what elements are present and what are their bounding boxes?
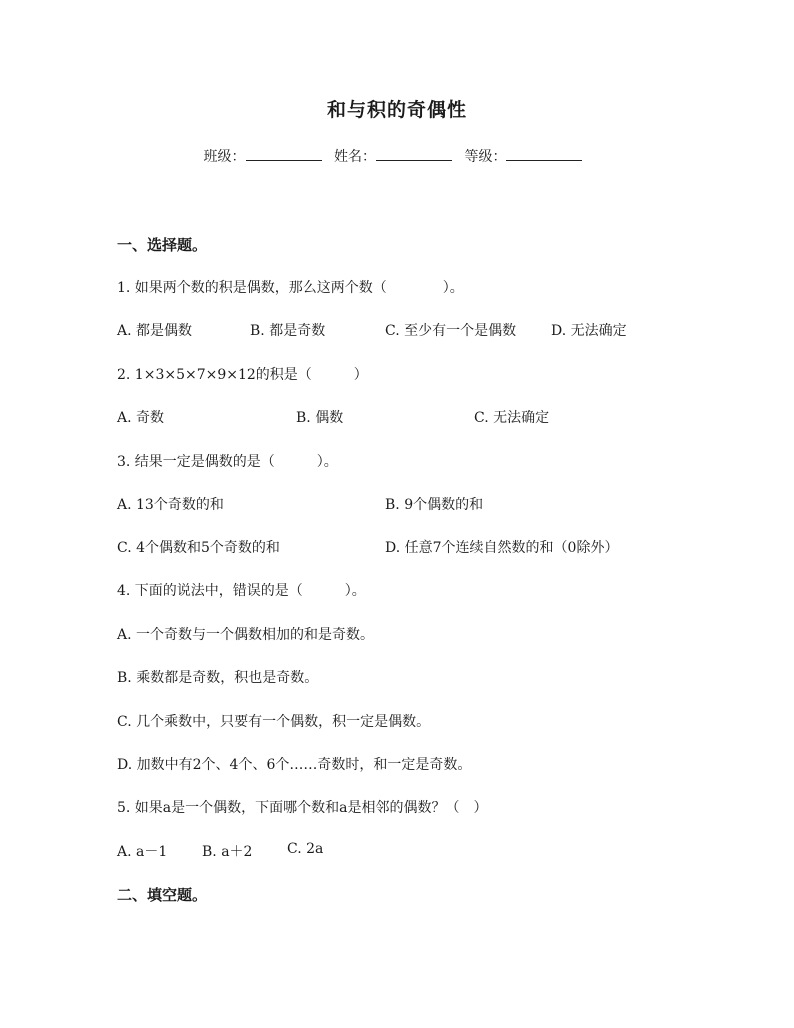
question-3-option-d: D. 任意7个连续自然数的和（0除外） [385,540,619,556]
question-5-option-a: A. a－1 [117,844,168,860]
question-4-option-b: B. 乘数都是奇数，积也是奇数。 [117,670,319,686]
question-2-stem: 2. 1×3×5×7×9×12的积是（ ） [117,367,368,383]
class-blank [246,147,322,161]
section-heading-fill-in: 二、填空题。 [117,886,208,904]
grade-label: 等级： [464,149,507,165]
question-4-option-a: A. 一个奇数与一个偶数相加的和是奇数。 [117,627,375,643]
question-1-option-c: C. 至少有一个是偶数 [385,323,517,339]
question-1-option-d: D. 无法确定 [551,323,627,339]
question-4-option-d: D. 加数中有2个、4个、6个……奇数时，和一定是奇数。 [117,757,472,773]
question-1-option-a: A. 都是偶数 [117,323,193,339]
question-4-stem: 4. 下面的说法中，错误的是（ ）。 [117,583,366,599]
question-2-option-a: A. 奇数 [117,410,165,426]
grade-blank [506,147,582,161]
section-heading-choice: 一、选择题。 [117,236,208,254]
name-blank [376,147,452,161]
question-3-option-b: B. 9个偶数的和 [385,497,484,513]
class-label: 班级： [203,149,246,165]
question-1-option-b: B. 都是奇数 [250,323,326,339]
question-5-stem: 5. 如果a是一个偶数，下面哪个数和a是相邻的偶数？（ ） [117,800,488,816]
question-1-stem: 1. 如果两个数的积是偶数，那么这两个数（ ）。 [117,280,464,296]
student-info-row [0,146,794,166]
question-4-option-c: C. 几个乘数中，只要有一个偶数，积一定是偶数。 [117,714,431,730]
question-3-option-a: A. 13个奇数的和 [117,497,224,513]
document-title: 和与积的奇偶性 [326,99,467,121]
question-2-option-c: C. 无法确定 [474,410,550,426]
question-2-option-b: B. 偶数 [296,410,344,426]
name-label: 姓名： [334,149,376,165]
question-3-option-c: C. 4个偶数和5个奇数的和 [117,540,280,556]
question-5-option-c: C. 2a [287,841,324,857]
question-3-stem: 3. 结果一定是偶数的是（ ）。 [117,454,338,470]
question-5-option-b: B. a＋2 [202,844,253,860]
